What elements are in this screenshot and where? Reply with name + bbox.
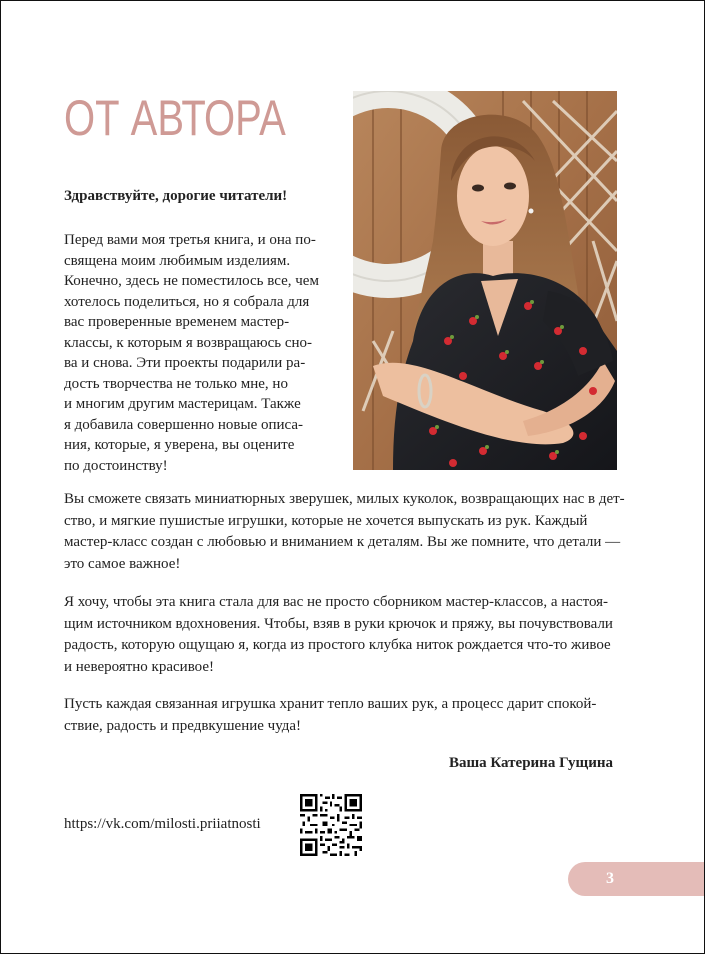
text-line: Я хочу, чтобы эта книга стала для вас не просто сборником мастер-классов, а настоя- bbox=[64, 594, 609, 610]
text-line: ствие, радость и предвкушение чуда! bbox=[64, 717, 302, 734]
author-signature: Ваша Катерина Гущина bbox=[448, 755, 613, 771]
text-line: Пусть каждая связанная игрушка хранит тепло ваших рук, а процесс дарит спокой- bbox=[64, 696, 597, 712]
text-line: я добавила совершенно новые описа- bbox=[64, 416, 304, 433]
page-title: ОТ АВТОРА bbox=[64, 90, 286, 146]
page-number: 3 bbox=[606, 870, 614, 887]
text-line: и многим другим мастерицам. Также bbox=[64, 396, 301, 412]
text-line: классы, к которым я возвращаюсь сно- bbox=[64, 334, 313, 351]
author-photo bbox=[353, 91, 617, 470]
text-line: Конечно, здесь не поместилось все, чем bbox=[64, 273, 319, 289]
text-line: это самое важное! bbox=[64, 555, 181, 572]
paragraph-two bbox=[64, 489, 625, 575]
text-line: мастер-класс создан с любовью и вниманием к деталям. Вы же помните, что детали — bbox=[64, 534, 621, 550]
text-line: радость, которую ощущаю я, когда из простого клубка ниток рождается что-то живое bbox=[64, 637, 611, 653]
page-number-tab bbox=[568, 862, 705, 896]
text-line: и невероятно красивое! bbox=[64, 658, 215, 675]
vk-link[interactable]: https://vk.com/milosti.priiatnosti bbox=[64, 816, 261, 832]
paragraph-three bbox=[64, 592, 613, 678]
text-line: по достоинству! bbox=[64, 457, 168, 474]
text-line: вас проверенные временем мастер- bbox=[64, 314, 290, 330]
text-line: Вы сможете связать миниатюрных зверушек, милых куколок, возвращающих нас в дет- bbox=[64, 491, 625, 507]
text-line: Перед вами моя третья книга, и она по- bbox=[64, 232, 316, 248]
text-line: щим источником вдохновения. Чтобы, взяв в руки крючок и пряжу, вы почувствовали bbox=[64, 615, 613, 632]
text-line: священа моим любимым изделиям. bbox=[64, 252, 291, 269]
qr-code[interactable] bbox=[300, 794, 362, 856]
text-line: дость творчества не только мне, но bbox=[64, 375, 288, 392]
text-line: ва и снова. Эти проекты подарили ра- bbox=[64, 355, 306, 371]
text-line: хотелось поделиться, но я собрала для bbox=[64, 293, 310, 310]
text-line: ния, которые, я уверена, вы оцените bbox=[64, 437, 295, 453]
text-line: ство, и мягкие пушистые игрушки, которые не хочется выпускать из рук. Каждый bbox=[64, 512, 588, 529]
paragraph-four bbox=[64, 694, 596, 737]
greeting-heading: Здравствуйте, дорогие читатели! bbox=[64, 188, 288, 204]
intro-paragraph bbox=[64, 230, 319, 476]
